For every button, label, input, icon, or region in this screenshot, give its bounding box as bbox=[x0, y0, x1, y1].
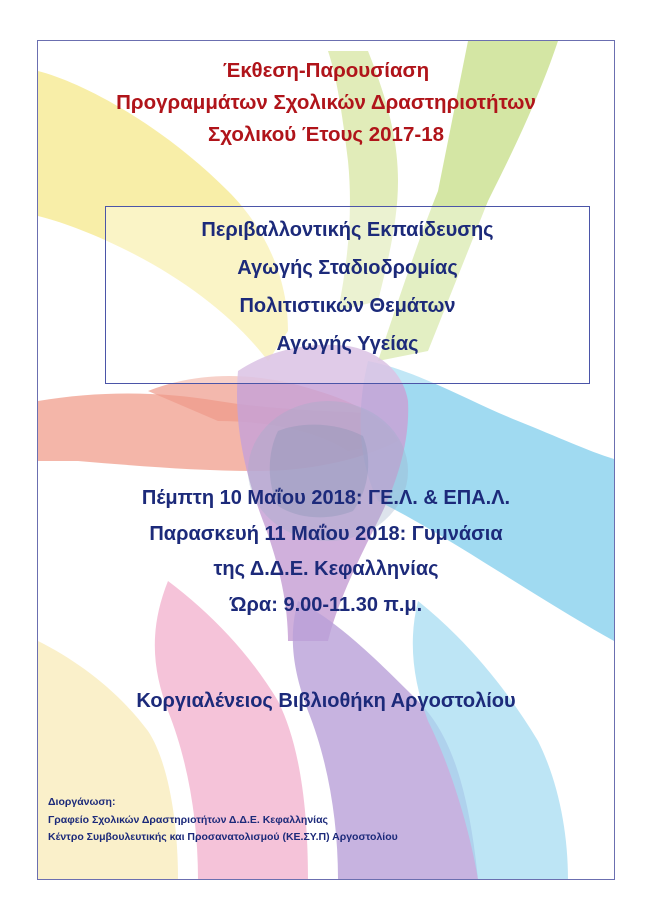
venue-name: Κοργιαλένειος Βιβλιοθήκη Αργοστολίου bbox=[136, 690, 516, 712]
event-schedule bbox=[38, 481, 614, 623]
program-line: Πολιτιστικών Θεμάτων bbox=[239, 295, 456, 317]
schedule-line: Παρασκευή 11 Μαΐου 2018: Γυμνάσια bbox=[149, 522, 503, 545]
schedule-line: της Δ.Δ.Ε. Κεφαλληνίας bbox=[213, 558, 439, 580]
poster-title bbox=[38, 55, 614, 151]
programs-box bbox=[105, 206, 590, 384]
title-line: Προγραμμάτων Σχολικών Δραστηριοτήτων bbox=[116, 91, 536, 114]
title-line: Σχολικού Έτους 2017-18 bbox=[208, 123, 444, 146]
organizer-line: Κέντρο Συμβουλευτικής και Προσανατολισμού (ΚΕ.ΣΥ.Π) Αργοστολίου bbox=[48, 831, 398, 843]
stacked-hands-icon bbox=[38, 41, 614, 879]
organizer-line: Γραφείο Σχολικών Δραστηριοτήτων Δ.Δ.Ε. Κεφαλληνίας bbox=[48, 813, 328, 826]
program-line: Περιβαλλοντικής Εκπαίδευσης bbox=[201, 219, 494, 241]
schedule-line: Ώρα: 9.00-11.30 π.μ. bbox=[229, 593, 423, 616]
schedule-line: Πέμπτη 10 Μαΐου 2018: ΓΕ.Λ. & ΕΠΑ.Λ. bbox=[141, 487, 511, 509]
program-line: Αγωγής Σταδιοδρομίας bbox=[237, 257, 458, 279]
organizers-heading: Διοργάνωση: bbox=[48, 796, 116, 808]
organizers bbox=[48, 794, 398, 847]
poster-frame bbox=[37, 40, 615, 880]
program-line: Αγωγής Υγείας bbox=[276, 333, 419, 355]
title-line: Έκθεση-Παρουσίαση bbox=[222, 59, 430, 82]
